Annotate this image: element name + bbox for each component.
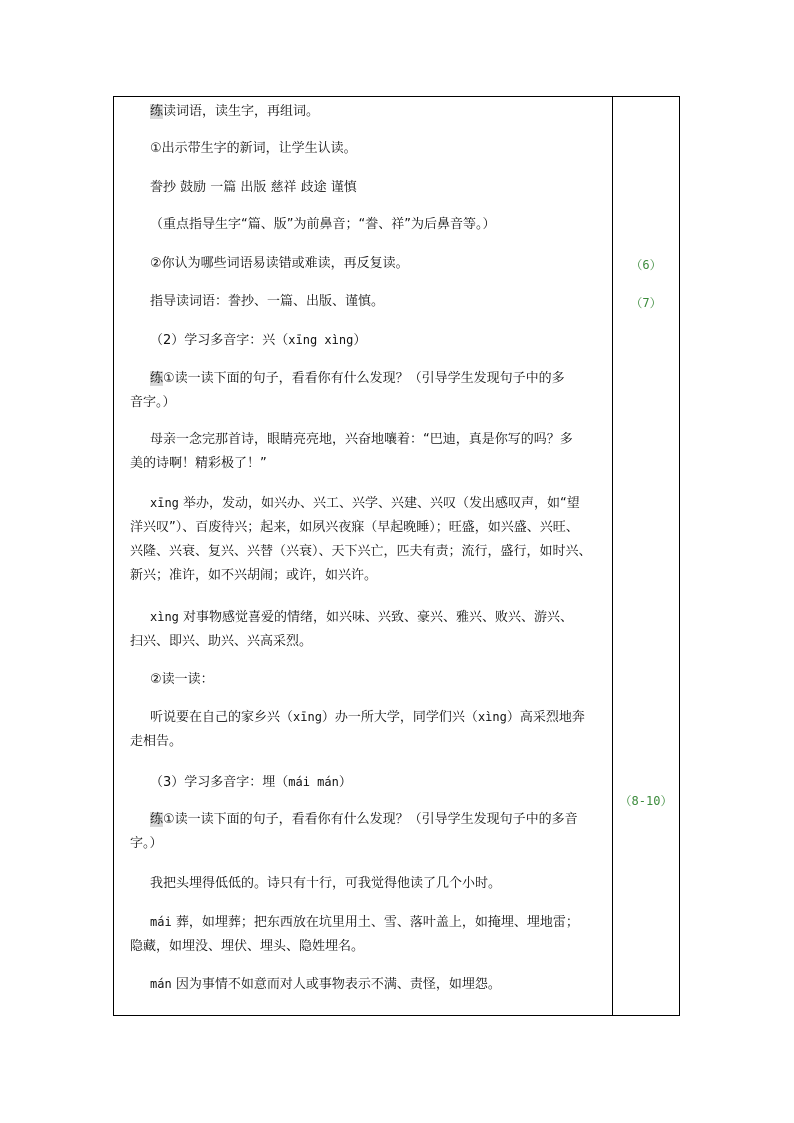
definition-xing-first-tone: xīng 举办，发动，如兴办、兴工、兴学、兴建、兴叹（发出感叹声，如“望 洋兴叹”）、百废待兴；起来，如夙兴夜寐（早起晚睡）；旺盛，如兴盛、兴旺、 兴隆、兴衰、复兴、兴替（兴衰）、天下兴亡，匹夫有责；流行，盛行，如时兴、 新兴；准许，如不兴胡闹；或许，如兴许。 [130,496,592,583]
guide-reading: 指导读词语：誊抄、一篇、出版、谨慎。 [150,294,385,309]
time-allocation-cell [613,97,679,1015]
step-reread: ②你认为哪些词语易读错或难读，再反复读。 [150,256,409,271]
practice-marker: 练 [150,104,164,119]
new-words-list: 誊抄 鼓励 一篇 出版 慈祥 歧途 谨慎 [150,180,357,195]
section-heading-xing: （2）学习多音字：兴（xīng xìng） [150,333,367,348]
section-heading-mai: （3）学习多音字：埋（mái mán） [150,775,352,790]
practice-marker: 练 [150,371,164,386]
time-note-8-10: （8-10） [619,794,673,808]
example-sentence-mai: 我把头埋得低低的。诗只有十行，可我觉得他读了几个小时。 [150,876,502,891]
read-along-heading: ②读一读： [150,672,214,687]
definition-mai: mái 葬，如埋葬；把东西放在坑里用土、雪、落叶盖上，如掩埋、埋地雷； 隐藏，如埋没、埋伏、埋头、隐姓埋名。 [130,915,579,954]
pronunciation-note: （重点指导生字“篇、版”为前鼻音；“誊、祥”为后鼻音等。） [150,217,496,232]
definition-man: mán 因为事情不如意而对人或事物表示不满、责怪，如埋怨。 [150,977,501,992]
practice-instruction: 练读词语，读生字，再组词。 [150,104,320,119]
practice-marker: 练 [150,812,164,827]
time-note-6: （6） [630,258,662,272]
time-note-7: （7） [630,296,662,310]
practice-xing: 练①读一读下面的句子，看看你有什么发现？（引导学生发现句子中的多 音字。） [130,371,565,410]
example-sentence-xing: 母亲一念完那首诗，眼睛亮亮地，兴奋地嚷着：“巴迪，真是你写的吗？多 美的诗啊！精彩极了！” [130,432,573,471]
lesson-content-cell [114,97,612,1015]
practice-mai: 练①读一读下面的句子，看看你有什么发现？（引导学生发现句子中的多音 字。） [130,812,578,851]
lesson-table [113,96,680,1016]
read-along-sentence: 听说要在自己的家乡兴（xīng）办一所大学，同学们兴（xìng）高采烈地奔 走相告。 [130,710,585,749]
definition-xing-fourth-tone: xìng 对事物感觉喜爱的情绪，如兴味、兴致、豪兴、雅兴、败兴、游兴、 扫兴、即兴、助兴、兴高采烈。 [130,610,574,649]
step-show-words: ①出示带生字的新词，让学生认读。 [150,141,357,156]
